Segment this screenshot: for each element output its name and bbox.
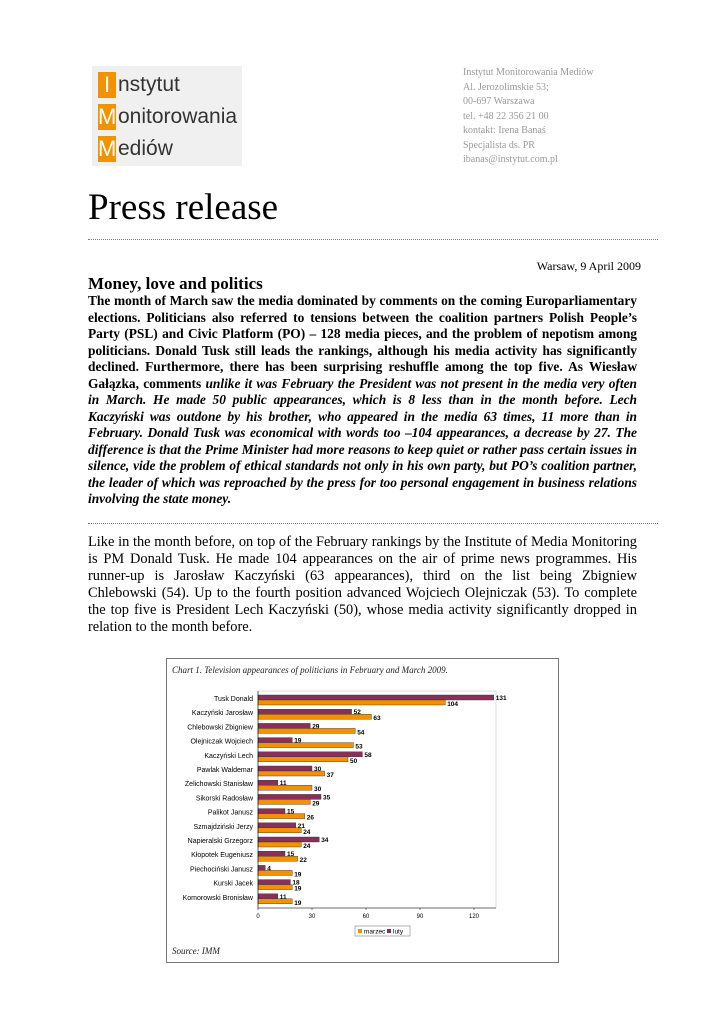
data-label-luty: 18	[292, 879, 300, 887]
bar-marzec	[258, 899, 292, 904]
contact-line: Specjalista ds. PR	[463, 139, 535, 151]
logo-word: nstytut	[118, 73, 180, 96]
category-label: Piechociński Janusz	[189, 866, 253, 874]
bar-luty	[258, 752, 362, 757]
lead-italic-quote: unlike it was February the President was not present in the media very often in March. He made 50 public appearances, which is 8 less than in the month before. Lech Kaczyński was outdone by his brother, who appeared in the media 63 times, 11 more than in February. Donald Tusk was economical with words too –104 appearances, a decrease by 27. The difference is that the Prime Minister had more reasons to keep quiet or rather pass certain issues in silence, vide the problem of ethical standards not only in his own party, but PO’s coalition partner, the leader of which was reproached by the press for too personal engagement in business relations involving the state money.	[88, 375, 637, 506]
category-label: Tusk Donald	[213, 696, 253, 703]
legend-swatch-marzec	[358, 929, 362, 933]
data-label-marzec: 54	[357, 729, 365, 737]
bar-luty	[258, 865, 265, 870]
bar-luty	[258, 738, 292, 743]
x-tick-label: 0	[256, 914, 260, 920]
data-label-marzec: 50	[350, 757, 358, 765]
contact-email[interactable]: ibanas@instytut.com.pl	[463, 154, 558, 165]
category-label: Kurski Jacek	[213, 880, 253, 888]
category-label: Sikorski Radosław	[195, 795, 253, 803]
logo-row-3	[98, 136, 173, 162]
logo-row-2	[98, 104, 237, 130]
data-label-marzec: 29	[312, 800, 320, 808]
data-label-luty: 35	[323, 794, 331, 802]
x-tick-label: 60	[362, 914, 370, 920]
divider-bottom	[88, 523, 658, 524]
category-label: Palikot Janusz	[207, 809, 253, 817]
bar-marzec	[258, 885, 292, 890]
data-label-luty: 15	[287, 851, 295, 859]
data-label-luty: 21	[297, 822, 306, 830]
body-paragraph: Like in the month before, on top of the February rankings by the Institute of Media Monitoring is PM Donald Tusk. He made 104 appearances on the air of prime news programmes. His runner-up is Jarosław Kaczyński (63 appearances), third on the list being Zbigniew Chlebowski (54). Up to the fourth position advanced Wojciech Olejniczak (53). To complete the top five is President Lech Kaczyński (50), whose media activity significantly dropped in relation to the month before.	[88, 534, 637, 635]
legend-swatch-luty	[387, 929, 391, 933]
data-label-marzec: 24	[303, 843, 311, 850]
bar-marzec	[258, 842, 301, 847]
bar-marzec	[258, 757, 348, 762]
bar-chart	[167, 659, 560, 964]
category-label: Olejniczak Wojciech	[190, 738, 253, 746]
x-tick-label: 90	[416, 914, 424, 920]
contact-line: 00-697 Warszawa	[463, 96, 535, 107]
logo-letter: M	[98, 136, 117, 161]
contact-line: kontakt: Irena Banaś	[463, 125, 546, 136]
data-label-marzec: 53	[355, 743, 363, 751]
institute-logo	[92, 66, 242, 166]
data-label-luty: 29	[312, 723, 320, 731]
bar-marzec	[258, 828, 301, 833]
bar-marzec	[258, 814, 305, 819]
logo-row-1	[98, 72, 180, 98]
data-label-luty: 52	[353, 709, 361, 717]
bar-luty	[258, 851, 285, 856]
data-label-luty: 19	[294, 737, 302, 745]
article-heading: Money, love and politics	[88, 274, 263, 293]
bar-luty	[258, 809, 285, 814]
bar-marzec	[258, 728, 355, 733]
data-label-marzec: 104	[447, 701, 459, 708]
category-label: Pawlak Waldemar	[196, 767, 253, 774]
data-label-marzec: 37	[326, 772, 334, 779]
category-label: Żelichowski Stanisław	[184, 781, 253, 789]
data-label-marzec: 24	[303, 828, 311, 836]
data-label-luty: 11	[279, 780, 287, 788]
bar-marzec	[258, 743, 353, 748]
category-label: Chlebowski Zbigniew	[187, 724, 253, 732]
data-label-marzec: 22	[299, 857, 307, 865]
data-label-luty: 11	[279, 893, 287, 901]
x-tick-label: 120	[468, 914, 480, 920]
data-label-luty: 30	[314, 766, 322, 773]
page-title: Press release	[88, 187, 279, 228]
data-label-marzec: 26	[306, 814, 315, 822]
data-label-marzec: 63	[373, 715, 381, 723]
data-label-luty: 4	[267, 865, 271, 873]
contact-line: Al. Jerozolimskie 53;	[463, 81, 549, 93]
contact-line: tel. +48 22 356 21 00	[463, 110, 549, 122]
chart-frame	[166, 658, 559, 963]
bar-luty	[258, 837, 319, 842]
bar-luty	[258, 780, 278, 785]
divider-top	[88, 239, 658, 240]
data-label-marzec: 19	[294, 899, 302, 907]
bar-marzec	[258, 700, 445, 705]
bar-luty	[258, 894, 278, 899]
release-date: Warsaw, 9 April 2009	[536, 259, 641, 273]
category-label: Komorowski Bronisław	[182, 894, 253, 902]
category-label: Kłopotek Eugeniusz	[191, 852, 253, 860]
logo-word: onitorowania	[118, 105, 238, 128]
legend-label-luty: luty	[393, 928, 404, 936]
chart-caption: Chart 1. Television appearances of politicians in February and March 2009.	[172, 665, 448, 675]
category-label: Napieralski Grzegorz	[187, 838, 253, 845]
category-label: Kaczyński Lech	[204, 752, 253, 760]
lead-bold-text: The month of March saw the media dominated by comments on the coming Europarliamentary elections. Politicians also referred to tensions between the coalition partners Polish People’s Party (PSL) and Civic Platform (PO) – 128 media pieces, and the problem of nepotism among politicians. Donald Tusk still leads the rankings, although his media activity has significantly declined. Furthermore, there has been surprising reshuffle among the top five. As Wiesław Gałązka, comments	[88, 293, 637, 391]
data-label-marzec: 19	[294, 871, 302, 879]
legend-label-marzec: marzec	[364, 928, 386, 936]
data-label-luty: 131	[495, 695, 507, 702]
logo-word: ediów	[118, 137, 173, 160]
category-label: Szmajdziński Jerzy	[193, 823, 253, 831]
chart-source: Source: IMM	[172, 946, 220, 956]
bar-marzec	[258, 870, 292, 875]
bar-luty	[258, 709, 352, 714]
bar-marzec	[258, 799, 310, 804]
bar-luty	[258, 794, 321, 799]
bar-luty	[258, 723, 310, 728]
lead-paragraph	[88, 293, 637, 508]
bar-luty	[258, 695, 494, 700]
data-label-luty: 15	[287, 808, 295, 816]
bar-luty	[258, 766, 312, 771]
logo-letter: M	[98, 104, 117, 129]
data-label-luty: 58	[364, 751, 372, 759]
contact-block	[463, 66, 594, 168]
category-label: Kaczyński Jarosław	[191, 710, 253, 718]
data-label-marzec: 19	[294, 885, 302, 893]
logo-letter: I	[98, 72, 116, 98]
bar-luty	[258, 823, 296, 828]
data-label-luty: 34	[321, 837, 329, 844]
contact-line: Instytut Monitorowania Mediów	[463, 67, 594, 78]
x-tick-label: 30	[308, 914, 316, 920]
data-label-marzec: 30	[314, 786, 322, 794]
bar-luty	[258, 880, 290, 885]
